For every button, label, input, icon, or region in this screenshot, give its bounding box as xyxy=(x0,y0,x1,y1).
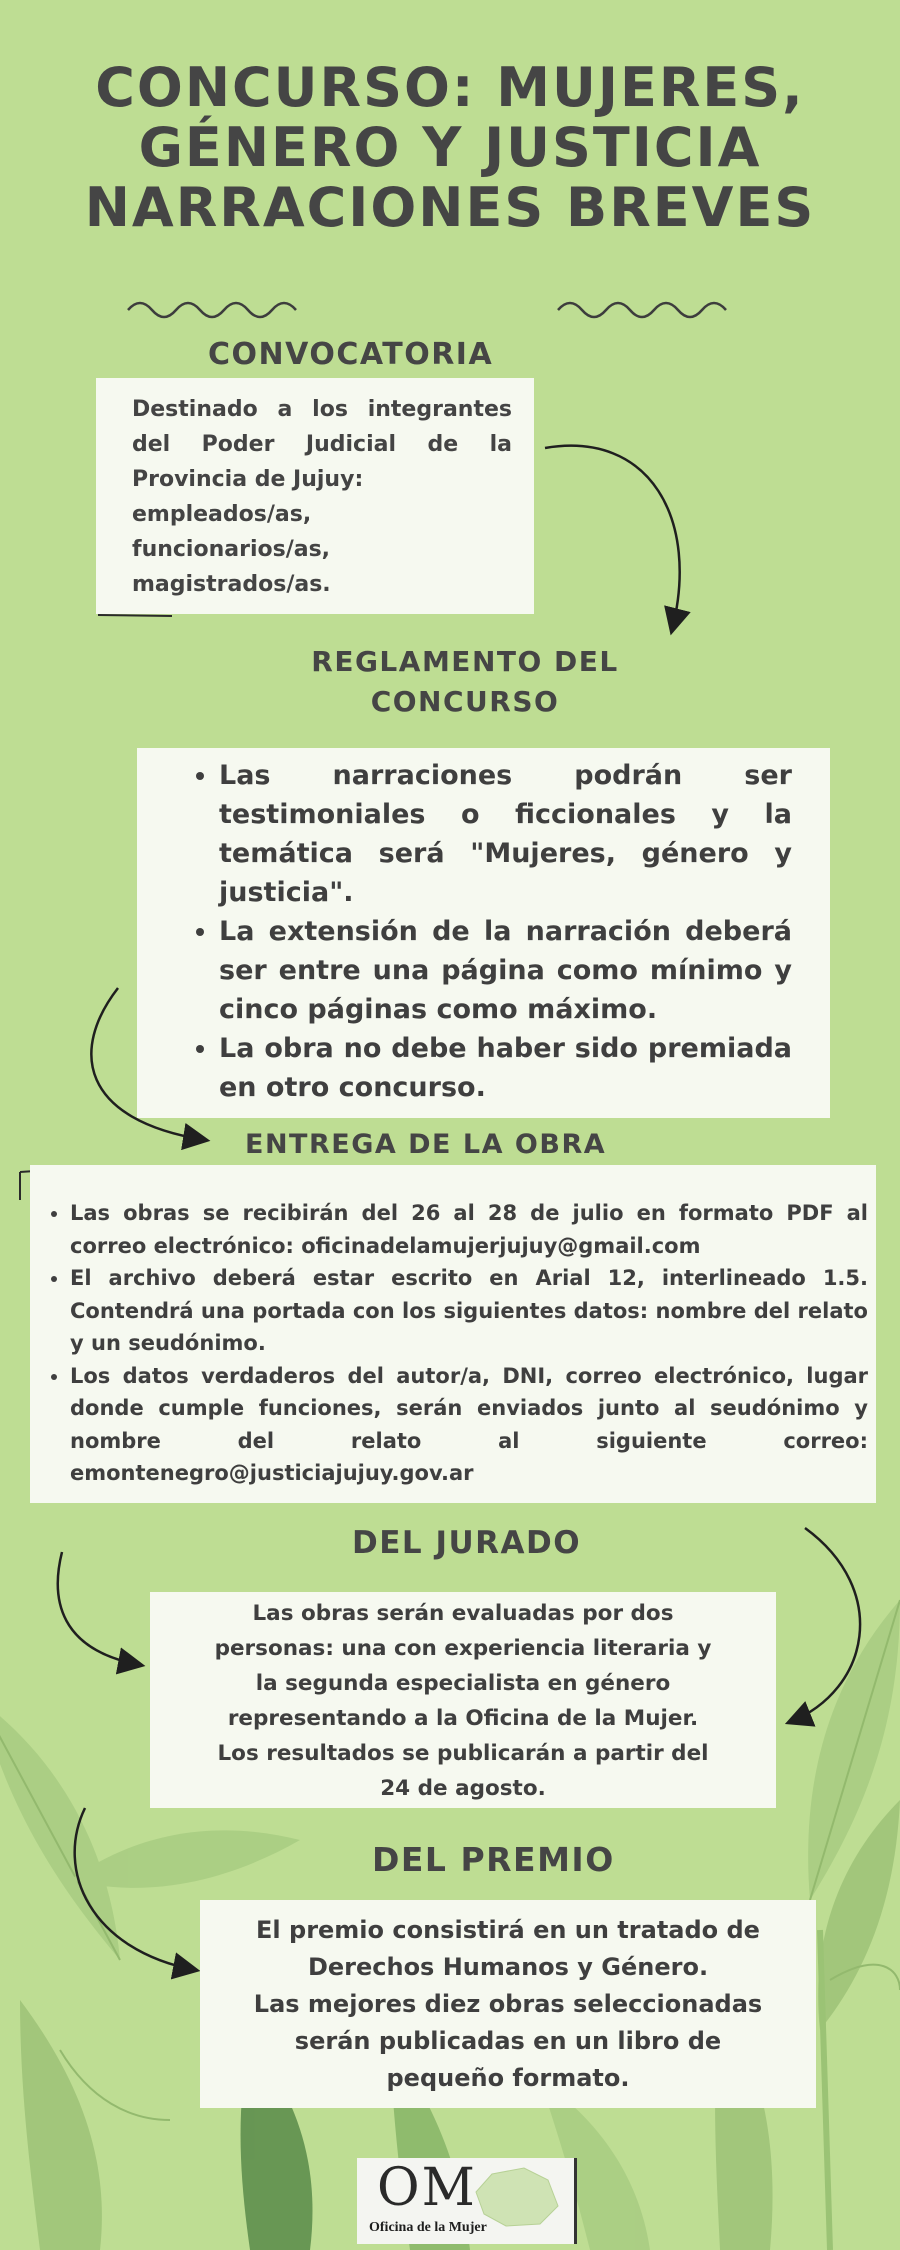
list-item: • Los datos verdaderos del autor/a, DNI, correo electrónico, lugar donde cumple funciones, serán enviados junto al seudónimo y nombre del relato al siguiente correo: emontenegro@justiciajujuy.gov.ar xyxy=(70,1360,868,1490)
reglamento-card xyxy=(137,748,830,1118)
list-item: • El archivo deberá estar escrito en Arial 12, interlineado 1.5. Contendrá una portada con los siguientes datos: nombre del relato y un seudónimo. xyxy=(70,1262,868,1360)
list-item: • Las obras se recibirán del 26 al 28 de julio en formato PDF al correo electrónico: oficinadelamujerjujuy@gmail.com xyxy=(70,1197,868,1262)
entrega-list xyxy=(42,1197,868,1490)
premio-heading: DEL PREMIO xyxy=(372,1840,615,1879)
reglamento-heading-line: REGLAMENTO DEL xyxy=(311,645,619,678)
reglamento-list xyxy=(191,756,792,1107)
map-icon xyxy=(462,2166,562,2228)
entrega-heading: ENTREGA DE LA OBRA xyxy=(245,1129,607,1160)
list-item: • Las narraciones podrán ser testimoniales o ficcionales y la temática será "Mujeres, género y justicia". xyxy=(219,756,792,912)
list-item: • La extensión de la narración deberá ser entre una página como mínimo y cinco páginas como máximo. xyxy=(219,912,792,1029)
reglamento-heading-line: CONCURSO xyxy=(370,685,560,718)
premio-line: El premio consistirá en un tratado de xyxy=(256,1916,760,1944)
convocatoria-line: del Poder Judicial de la xyxy=(132,432,512,457)
convocatoria-line: Destinado a los integrantes xyxy=(132,397,512,422)
convocatoria-line: funcionarios/as, xyxy=(132,537,331,562)
title-line: CONCURSO: MUJERES, xyxy=(95,56,805,119)
jurado-line: la segunda especialista en género xyxy=(255,1671,671,1696)
logo-mark: OM xyxy=(377,2158,477,2218)
wave-divider-icon xyxy=(128,303,726,317)
entrega-card xyxy=(30,1165,876,1503)
logo xyxy=(357,2158,577,2244)
logo-caption: Oficina de la Mujer xyxy=(369,2220,487,2235)
premio-card xyxy=(200,1900,816,2108)
premio-line: pequeño formato. xyxy=(386,2064,630,2092)
convocatoria-line: empleados/as, xyxy=(132,502,312,527)
convocatoria-card xyxy=(96,378,534,614)
title-line: GÉNERO Y JUSTICIA xyxy=(138,116,762,179)
jurado-line: 24 de agosto. xyxy=(380,1776,546,1801)
premio-line: Derechos Humanos y Género. xyxy=(307,1953,709,1981)
jurado-line: Las obras serán evaluadas por dos xyxy=(252,1601,674,1626)
jurado-line: personas: una con experiencia literaria y xyxy=(214,1636,712,1661)
convocatoria-line: magistrados/as. xyxy=(132,572,331,597)
premio-line: Las mejores diez obras seleccionadas xyxy=(253,1990,763,2018)
convocatoria-heading: CONVOCATORIA xyxy=(208,337,494,372)
reglamento-heading xyxy=(300,642,630,722)
page-title xyxy=(60,58,840,238)
title-line: NARRACIONES BREVES xyxy=(84,176,816,239)
jurado-line: representando a la Oficina de la Mujer. xyxy=(227,1706,699,1731)
premio-line: serán publicadas en un libro de xyxy=(294,2027,722,2055)
convocatoria-line: Provincia de Jujuy: xyxy=(132,467,364,492)
list-item: • La obra no debe haber sido premiada en otro concurso. xyxy=(219,1029,792,1107)
jurado-heading: DEL JURADO xyxy=(352,1525,582,1561)
jurado-line: Los resultados se publicarán a partir del xyxy=(217,1741,709,1766)
jurado-card xyxy=(150,1592,776,1808)
